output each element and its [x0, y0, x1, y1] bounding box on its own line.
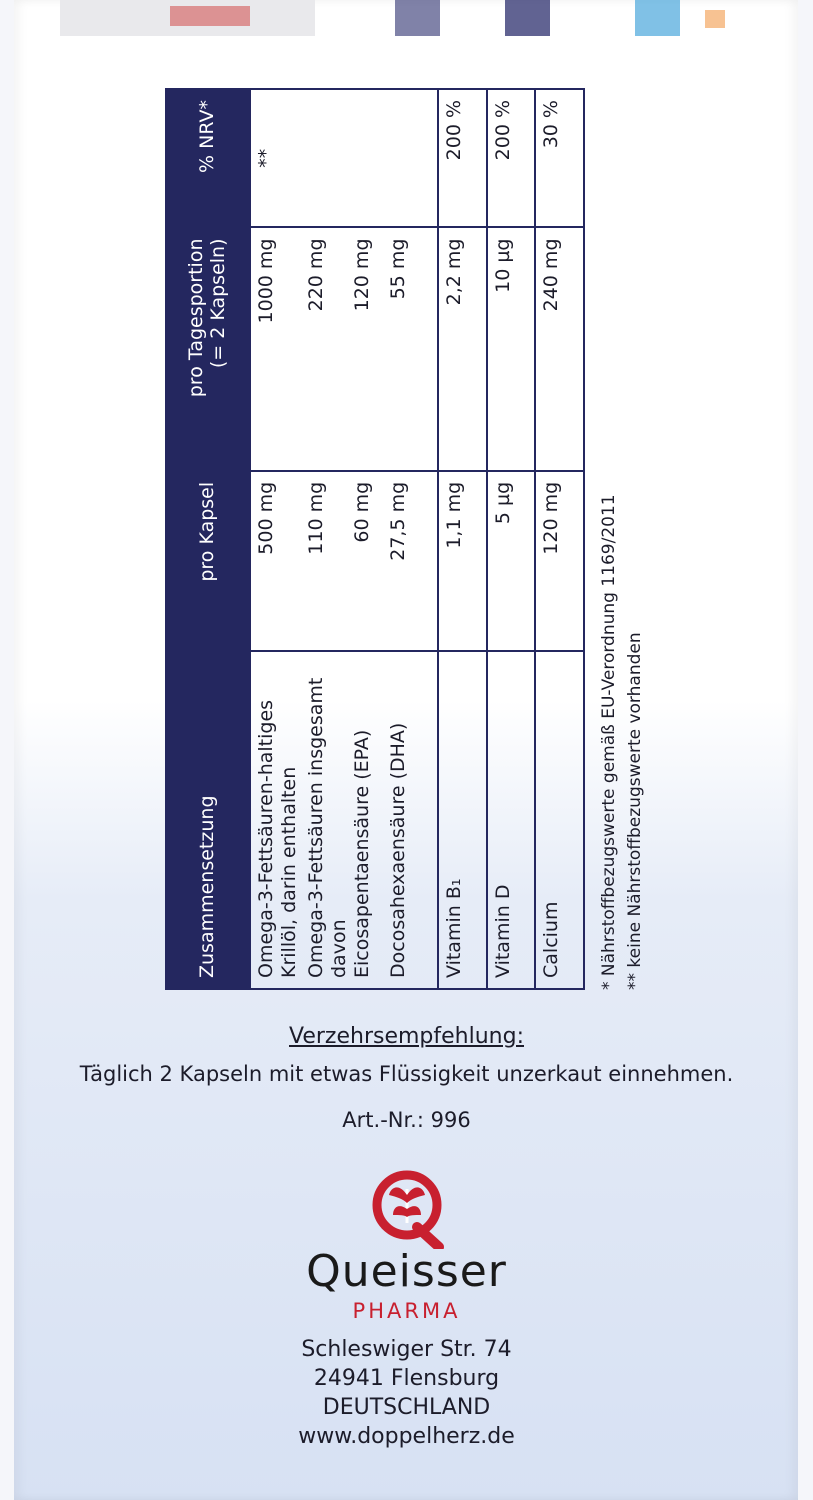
row-omega-total-per-day: 220 mg	[305, 238, 327, 312]
queisser-logo-icon	[365, 1165, 449, 1249]
table-cell-per-day	[250, 228, 438, 471]
header-per-day-line2: (= 2 Kapseln)	[207, 238, 229, 369]
brand-subtitle: PHARMA	[352, 1299, 461, 1323]
row-dha-name: Docosahexaensäure (DHA)	[387, 722, 409, 978]
row-krill-name: Omega-3-Fettsäuren-haltiges Krillöl, darin enthalten	[255, 699, 300, 978]
website-link[interactable]: www.doppelherz.de	[298, 1424, 515, 1449]
header-nrv: % NRV*	[166, 89, 250, 228]
header-per-day	[166, 228, 250, 471]
top-packaging-strip	[50, 0, 770, 40]
row-krill-nrv: **	[255, 148, 277, 168]
row-vitd-name: Vitamin D	[487, 651, 536, 989]
row-vitd-nrv: 200 %	[487, 89, 536, 228]
row-vitb1-nrv: 200 %	[438, 89, 487, 228]
row-vitd-per-day: 10 µg	[487, 228, 536, 471]
row-dha-per-capsule: 27,5 mg	[387, 481, 409, 561]
table-cell-name	[250, 651, 438, 989]
row-krill-per-day: 1000 mg	[255, 238, 277, 324]
footnote-no-nrv: ** keine Nährstoffbezugswerte vorhanden	[625, 632, 645, 990]
address-country: DEUTSCHLAND	[322, 1395, 491, 1420]
header-composition: Zusammensetzung	[166, 651, 250, 989]
row-calcium-nrv: 30 %	[535, 89, 584, 228]
brand-name: Queisser	[306, 1246, 507, 1297]
row-vitb1-per-capsule: 1,1 mg	[438, 471, 487, 651]
article-number: Art.-Nr.: 996	[342, 1108, 471, 1132]
nutrition-table	[165, 88, 585, 990]
header-per-day-line1: pro Tagesportion	[185, 238, 208, 398]
address-street: Schleswiger Str. 74	[301, 1337, 512, 1362]
row-calcium-per-capsule: 120 mg	[535, 471, 584, 651]
row-calcium-per-day: 240 mg	[535, 228, 584, 471]
table-cell-per-capsule	[250, 471, 438, 651]
header-per-capsule: pro Kapsel	[166, 471, 250, 651]
row-epa-name: Eicosapentaensäure (EPA)	[351, 729, 373, 978]
row-omega-total-name: Omega-3-Fettsäuren insgesamt davon	[305, 677, 350, 978]
row-epa-per-capsule: 60 mg	[351, 481, 373, 543]
row-omega-total-per-capsule: 110 mg	[305, 481, 327, 555]
address-block	[0, 1335, 813, 1451]
table-cell-nrv	[250, 89, 438, 228]
row-vitb1-name: Vitamin B₁	[438, 651, 487, 989]
row-vitd-per-capsule: 5 µg	[487, 471, 536, 651]
recommendation-title: Verzehrsempfehlung:	[289, 1024, 524, 1049]
row-krill-per-capsule: 500 mg	[255, 481, 277, 555]
recommendation-text: Täglich 2 Kapseln mit etwas Flüssigkeit unzerkaut einnehmen.	[79, 1062, 734, 1086]
row-epa-per-day: 120 mg	[351, 238, 373, 312]
row-dha-per-day: 55 mg	[387, 238, 409, 300]
row-calcium-name: Calcium	[535, 651, 584, 989]
address-city: 24941 Flensburg	[313, 1366, 500, 1391]
row-vitb1-per-day: 2,2 mg	[438, 228, 487, 471]
footnote-nrv: * Nährstoffbezugswerte gemäß EU-Verordnung 1169/2011	[599, 494, 619, 990]
footnotes	[596, 380, 656, 990]
